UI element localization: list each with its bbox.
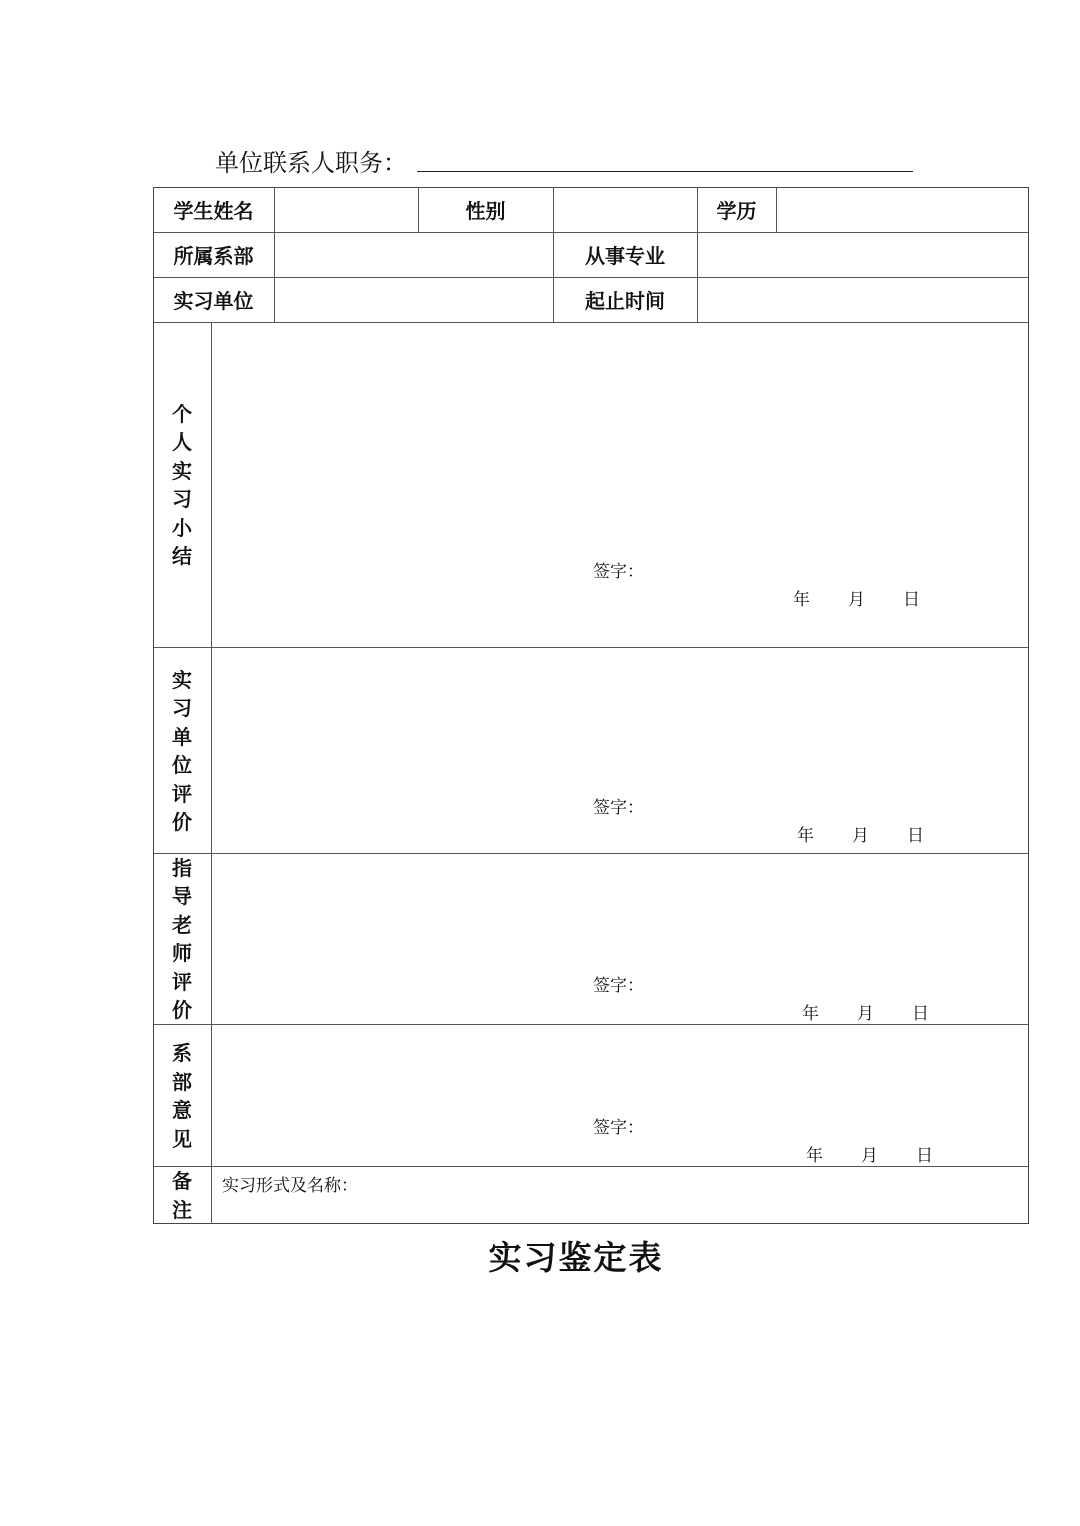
internship-unit-label: 实习单位 xyxy=(173,289,254,313)
student-name-field[interactable] xyxy=(275,187,418,232)
signature-label: 签字： xyxy=(593,562,644,582)
unit-evaluation-label: 实 习 单 位 评 价 xyxy=(172,667,192,834)
date-line: 年 月 日 xyxy=(802,1004,929,1024)
date-line: 年 月 日 xyxy=(793,590,920,610)
internship-form-label: 实习形式及名称： xyxy=(222,1176,358,1196)
student-name-label: 学生姓名 xyxy=(173,199,254,223)
education-field[interactable] xyxy=(777,187,1029,232)
department-label: 所属系部 xyxy=(173,244,254,268)
education-label: 学历 xyxy=(716,199,757,223)
remarks-label: 备 注 xyxy=(172,1169,192,1222)
department-field[interactable] xyxy=(275,232,553,277)
remarks-area[interactable] xyxy=(212,1167,1029,1224)
gender-field[interactable] xyxy=(554,187,697,232)
signature-label: 签字： xyxy=(593,1118,644,1138)
personal-summary-label: 个 人 实 习 小 结 xyxy=(172,401,192,568)
page-title: 实习鉴定表 xyxy=(488,1238,664,1277)
department-opinion-label: 系 部 意 见 xyxy=(172,1041,192,1151)
signature-label: 签字： xyxy=(593,798,644,818)
contact-position-underline[interactable] xyxy=(417,171,913,172)
internship-unit-field[interactable] xyxy=(275,277,553,322)
instructor-evaluation-label: 指 导 老 师 评 价 xyxy=(172,855,192,1022)
period-label: 起止时间 xyxy=(585,289,665,313)
date-line: 年 月 日 xyxy=(797,826,924,846)
signature-label: 签字： xyxy=(593,976,644,996)
date-line: 年 月 日 xyxy=(806,1146,933,1166)
major-field[interactable] xyxy=(698,232,1029,277)
gender-label: 性别 xyxy=(465,199,506,223)
period-field[interactable] xyxy=(698,277,1029,322)
contact-position-field xyxy=(215,143,407,178)
contact-position-label: 单位联系人职务： xyxy=(215,149,407,177)
major-label: 从事专业 xyxy=(585,244,665,268)
